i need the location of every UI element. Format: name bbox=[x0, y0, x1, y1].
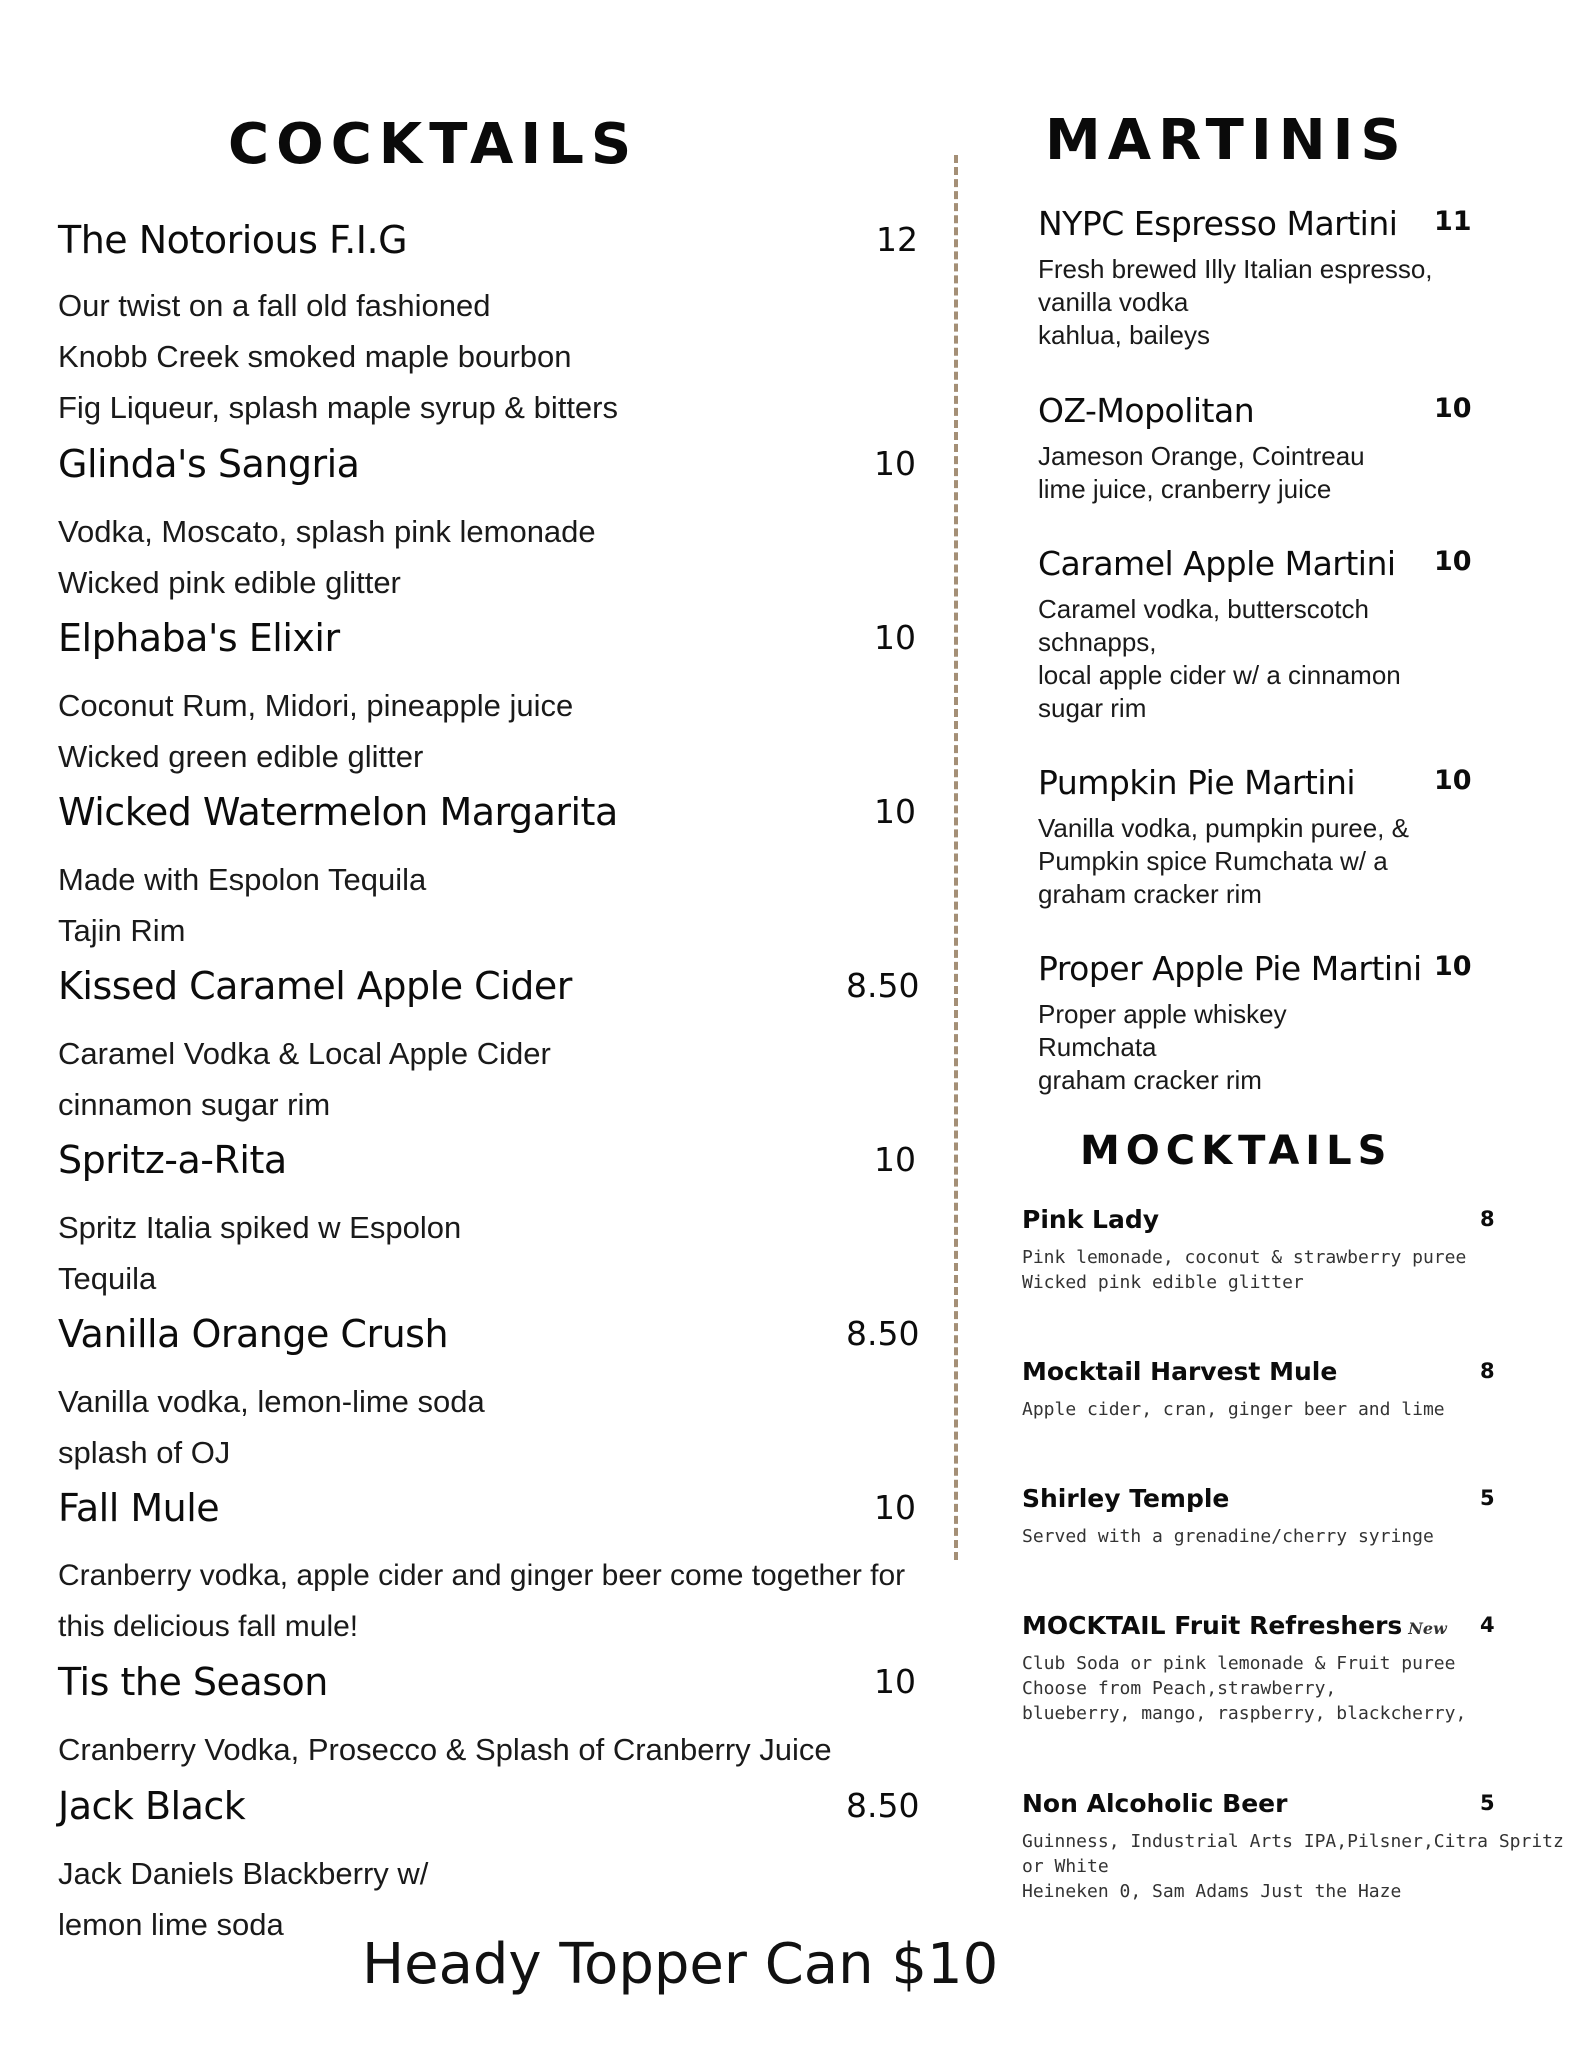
martinis-title: MARTINIS bbox=[1045, 108, 1408, 173]
cocktail-price: 10 bbox=[874, 1140, 916, 1179]
cocktail-price: 8.50 bbox=[846, 966, 920, 1005]
cocktail-name: Elphaba's Elixir bbox=[58, 616, 340, 660]
description-line: Club Soda or pink lemonade & Fruit puree bbox=[1022, 1653, 1456, 1674]
description-line: Our twist on a fall old fashioned bbox=[58, 288, 491, 323]
description-line: graham cracker rim bbox=[1038, 1065, 1262, 1095]
martini-price: 10 bbox=[1434, 546, 1472, 577]
mocktails-title: MOCKTAILS bbox=[1080, 1128, 1393, 1174]
cocktail-description bbox=[58, 1550, 905, 1652]
description-line: Choose from Peach,strawberry, bbox=[1022, 1678, 1337, 1699]
cocktail-description bbox=[58, 680, 573, 782]
mocktail-price: 8 bbox=[1480, 1207, 1495, 1231]
description-line: sugar rim bbox=[1038, 693, 1147, 723]
footer-special: Heady Topper Can $10 bbox=[362, 1932, 999, 1997]
description-line: Jack Daniels Blackberry w/ bbox=[58, 1856, 429, 1891]
martini-name: NYPC Espresso Martini bbox=[1038, 204, 1398, 243]
description-line: schnapps, bbox=[1038, 627, 1157, 657]
description-line: Vanilla vodka, pumpkin puree, & bbox=[1038, 813, 1409, 843]
description-line: Vodka, Moscato, splash pink lemonade bbox=[58, 514, 596, 549]
description-line: Cranberry Vodka, Prosecco & Splash of Cranberry Juice bbox=[58, 1732, 832, 1767]
mocktail-description bbox=[1022, 1524, 1434, 1549]
description-line: Guinness, Industrial Arts IPA,Pilsner,Citra Spritz bbox=[1022, 1831, 1564, 1852]
cocktail-description bbox=[58, 1724, 832, 1775]
description-line: Proper apple whiskey bbox=[1038, 999, 1287, 1029]
martini-price: 10 bbox=[1434, 951, 1472, 982]
martini-name: Pumpkin Pie Martini bbox=[1038, 763, 1356, 802]
cocktail-description bbox=[58, 1202, 461, 1304]
description-line: Cranberry vodka, apple cider and ginger beer come together for bbox=[58, 1559, 906, 1592]
description-line: graham cracker rim bbox=[1038, 879, 1262, 909]
cocktail-price: 8.50 bbox=[846, 1314, 920, 1353]
martini-description bbox=[1038, 253, 1433, 352]
martini-name: Proper Apple Pie Martini bbox=[1038, 949, 1422, 988]
martini-price: 11 bbox=[1434, 206, 1472, 237]
description-line: kahlua, baileys bbox=[1038, 320, 1210, 350]
cocktail-description bbox=[58, 1376, 485, 1478]
description-line: Made with Espolon Tequila bbox=[58, 862, 427, 897]
mocktail-name: Non Alcoholic Beer bbox=[1022, 1789, 1288, 1818]
cocktail-description bbox=[58, 506, 596, 608]
description-line: lemon lime soda bbox=[58, 1907, 284, 1942]
martini-description bbox=[1038, 440, 1365, 506]
mocktail-name: Pink Lady bbox=[1022, 1205, 1160, 1234]
cocktail-name: Glinda's Sangria bbox=[58, 442, 360, 486]
cocktail-price: 12 bbox=[876, 220, 918, 259]
cocktail-name: Tis the Season bbox=[58, 1660, 328, 1704]
description-line: Rumchata bbox=[1038, 1032, 1157, 1062]
description-line: cinnamon sugar rim bbox=[58, 1087, 331, 1122]
mocktail-name: Mocktail Harvest Mule bbox=[1022, 1357, 1338, 1386]
description-line: splash of OJ bbox=[58, 1435, 231, 1470]
description-line: Caramel vodka, butterscotch bbox=[1038, 594, 1369, 624]
description-line: Coconut Rum, Midori, pineapple juice bbox=[58, 688, 574, 723]
description-line: Knobb Creek smoked maple bourbon bbox=[58, 339, 572, 374]
mocktail-price: 5 bbox=[1480, 1791, 1495, 1815]
martini-name: OZ-Mopolitan bbox=[1038, 391, 1255, 430]
cocktail-description bbox=[58, 280, 618, 433]
description-line: Pumpkin spice Rumchata w/ a bbox=[1038, 846, 1388, 876]
cocktail-name: Vanilla Orange Crush bbox=[58, 1312, 449, 1356]
mocktail-price: 5 bbox=[1480, 1486, 1495, 1510]
cocktail-price: 10 bbox=[874, 1662, 916, 1701]
martini-name: Caramel Apple Martini bbox=[1038, 544, 1396, 583]
description-line: Tajin Rim bbox=[58, 913, 186, 948]
mocktail-name bbox=[1022, 1611, 1447, 1640]
cocktail-description bbox=[58, 854, 426, 956]
new-badge: New bbox=[1408, 1619, 1447, 1638]
description-line: Pink lemonade, coconut & strawberry puree bbox=[1022, 1247, 1467, 1268]
description-line: or White bbox=[1022, 1856, 1109, 1877]
description-line: Spritz Italia spiked w Espolon bbox=[58, 1210, 462, 1245]
mocktail-name: Shirley Temple bbox=[1022, 1484, 1230, 1513]
description-line: vanilla vodka bbox=[1038, 287, 1189, 317]
description-line: Served with a grenadine/cherry syringe bbox=[1022, 1526, 1434, 1547]
description-line: Wicked pink edible glitter bbox=[1022, 1272, 1304, 1293]
mocktail-price: 4 bbox=[1480, 1613, 1495, 1637]
mocktail-name-text: MOCKTAIL Fruit Refreshers bbox=[1022, 1611, 1403, 1640]
mocktail-description bbox=[1022, 1397, 1445, 1422]
martini-description bbox=[1038, 812, 1409, 911]
cocktail-price: 10 bbox=[874, 444, 916, 483]
martini-description bbox=[1038, 998, 1287, 1097]
cocktail-name: The Notorious F.I.G bbox=[58, 218, 408, 262]
description-line: Heineken 0, Sam Adams Just the Haze bbox=[1022, 1881, 1402, 1902]
martini-price: 10 bbox=[1434, 393, 1472, 424]
description-line: Apple cider, cran, ginger beer and lime bbox=[1022, 1399, 1445, 1420]
description-line: Fig Liqueur, splash maple syrup & bitters bbox=[58, 390, 618, 425]
description-line: Jameson Orange, Cointreau bbox=[1038, 441, 1365, 471]
cocktail-price: 10 bbox=[874, 1488, 916, 1527]
cocktail-description bbox=[58, 1028, 551, 1130]
description-line: lime juice, cranberry juice bbox=[1038, 474, 1332, 504]
mocktail-description bbox=[1022, 1651, 1466, 1726]
mocktail-price: 8 bbox=[1480, 1359, 1495, 1383]
cocktail-price: 10 bbox=[874, 618, 916, 657]
description-line: Wicked pink edible glitter bbox=[58, 565, 401, 600]
mocktail-description bbox=[1022, 1829, 1564, 1904]
description-line: Wicked green edible glitter bbox=[58, 739, 424, 774]
cocktail-name: Fall Mule bbox=[58, 1486, 220, 1530]
description-line: Tequila bbox=[58, 1261, 157, 1296]
cocktail-price: 8.50 bbox=[846, 1786, 920, 1825]
column-divider bbox=[954, 155, 958, 1560]
martini-description bbox=[1038, 593, 1401, 725]
cocktail-name: Kissed Caramel Apple Cider bbox=[58, 964, 572, 1008]
description-line: Caramel Vodka & Local Apple Cider bbox=[58, 1036, 551, 1071]
mocktail-description bbox=[1022, 1245, 1466, 1295]
cocktail-name: Spritz-a-Rita bbox=[58, 1138, 287, 1182]
description-line: local apple cider w/ a cinnamon bbox=[1038, 660, 1401, 690]
martini-price: 10 bbox=[1434, 765, 1472, 796]
description-line: this delicious fall mule! bbox=[58, 1610, 359, 1643]
cocktails-title: COCKTAILS bbox=[228, 112, 639, 177]
cocktail-name: Wicked Watermelon Margarita bbox=[58, 790, 618, 834]
cocktail-price: 10 bbox=[874, 792, 916, 831]
cocktail-name: Jack Black bbox=[58, 1784, 246, 1828]
description-line: Vanilla vodka, lemon-lime soda bbox=[58, 1384, 485, 1419]
description-line: blueberry, mango, raspberry, blackcherry, bbox=[1022, 1703, 1467, 1724]
description-line: Fresh brewed Illy Italian espresso, bbox=[1038, 254, 1433, 284]
